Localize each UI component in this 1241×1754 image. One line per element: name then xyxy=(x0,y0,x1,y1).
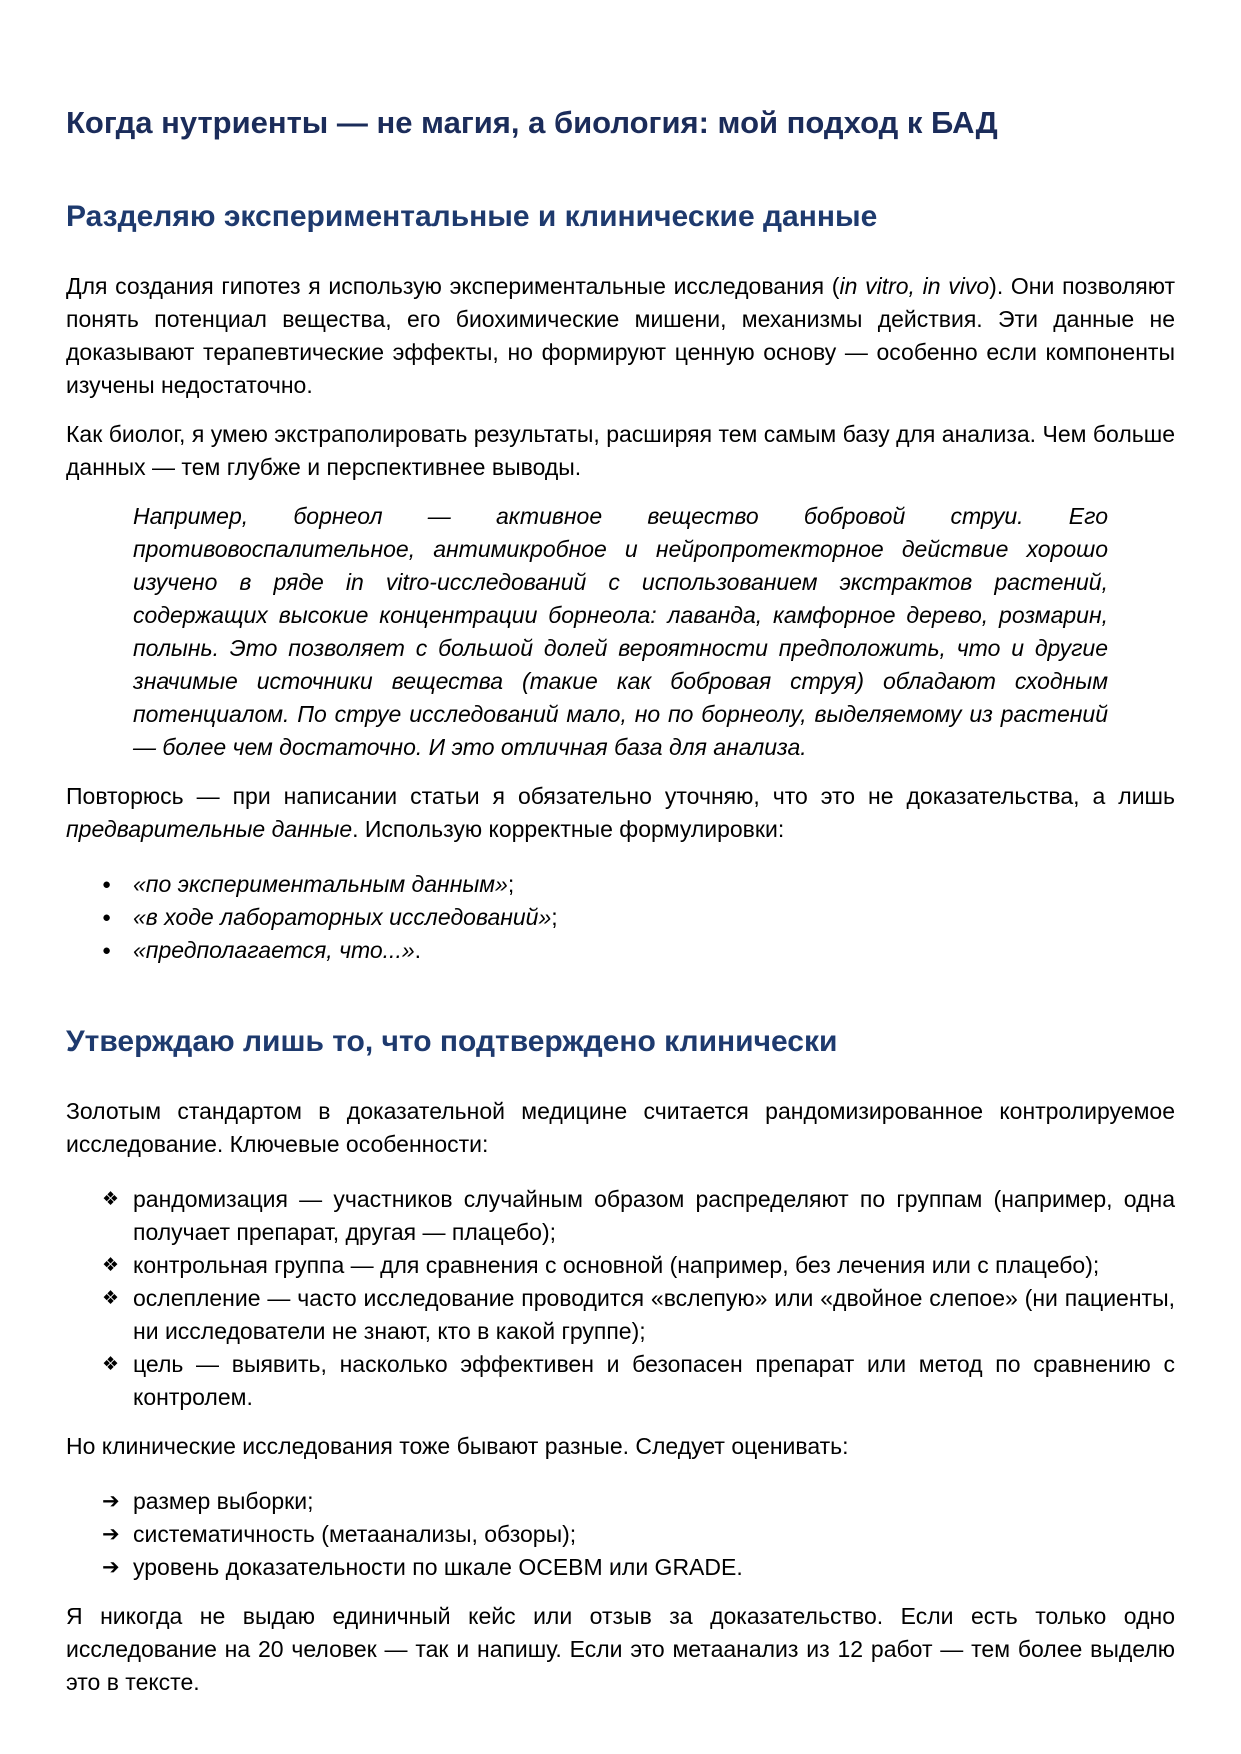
diamond-bullet-icon: ❖ xyxy=(102,1288,120,1309)
list-item-text: «предполагается, что...» xyxy=(133,937,415,963)
list-item xyxy=(66,868,1175,901)
list-item-text: рандомизация — участников случайным образом распределяют по группам (например, одна получает препарат, другая — плацебо); xyxy=(133,1186,1175,1245)
quote-block-borneol-example: Например, борнеол — активное вещество бобровой струи. Его противовоспалительное, антимикробное и нейропротекторное действие хорошо изучено в ряде in vitro-исследований с использованием экстрактов растений, содержащих высокие концентрации борнеола: лаванда, камфорное дерево, розмарин, полынь. Это позволяет с большой долей вероятности предположить, что и другие значимые источники вещества (такие как бобровая струя) обладают сходным потенциалом. По струе исследований мало, но по борнеолу, выделяемому из растений — более чем достаточно. И это отличная база для анализа. xyxy=(133,503,1108,760)
list-item-punctuation: ; xyxy=(507,871,515,897)
list-item-punctuation: ; xyxy=(551,904,558,930)
list-item xyxy=(66,1249,1175,1282)
list-item xyxy=(66,1282,1175,1348)
dot-bullet-icon: ● xyxy=(102,942,112,959)
latin-term-italic: in vitro, in vivo xyxy=(839,273,990,299)
list-item-text: цель — выявить, насколько эффективен и безопасен препарат или метод по сравнению с контролем. xyxy=(133,1351,1175,1410)
paragraph-text: Для создания гипотез я использую экспериментальные исследования ( xyxy=(66,273,840,299)
paragraph-gold-standard: Золотым стандартом в доказательной медицине считается рандомизированное контролируемое исследование. Ключевые особенности: xyxy=(66,1098,1175,1157)
paragraph-studies-vary: Но клинические исследования тоже бывают разные. Следует оценивать: xyxy=(66,1433,849,1459)
list-item xyxy=(66,1551,1175,1584)
list-item-text: ослепление — часто исследование проводится «вслепую» или «двойное слепое» (ни пациенты, ни исследователи не знают, кто в какой группе); xyxy=(133,1285,1175,1344)
list-item-punctuation: . xyxy=(414,937,422,963)
arrow-bullet-icon: ➔ xyxy=(102,1490,120,1513)
paragraph-hypotheses xyxy=(66,270,1175,402)
list-item-text: контрольная группа — для сравнения с основной (например, без лечения или с плацебо); xyxy=(133,1252,1100,1278)
emphasis-italic: предварительные данные xyxy=(66,816,353,842)
diamond-bullet-icon: ❖ xyxy=(102,1189,120,1210)
paragraph-text: Повторюсь — при написании статьи я обязательно уточняю, что это не доказательства, а лишь xyxy=(66,783,1175,809)
paragraph-text: ). Они позволяют понять потенциал вещества, его биохимические мишени, механизмы действия. Эти данные не доказывают терапевтические эффекты, но формируют ценную основу — особенно если компоненты изучены недостаточно. xyxy=(66,273,1175,398)
diamond-bullet-icon: ❖ xyxy=(102,1255,120,1276)
list-item xyxy=(66,934,1175,967)
dot-bullet-icon: ● xyxy=(102,876,112,893)
list-item-text: «по экспериментальным данным» xyxy=(133,871,508,897)
list-item xyxy=(66,1518,1175,1551)
paragraph-text: . Использую корректные формулировки: xyxy=(352,816,785,842)
list-item xyxy=(66,1348,1175,1414)
paragraph-disclaimer xyxy=(66,780,1175,846)
document-title: Когда нутриенты — не магия, а биология: мой подход к БАД xyxy=(66,105,998,140)
dot-bullet-icon: ● xyxy=(102,909,112,926)
bullet-list-rct-features xyxy=(66,1183,1175,1414)
section-heading-experimental-vs-clinical: Разделяю экспериментальные и клинические данные xyxy=(66,200,878,233)
list-item-text: систематичность (метаанализы, обзоры); xyxy=(133,1521,577,1547)
list-item-text: уровень доказательности по шкале OCEBM или GRADE. xyxy=(133,1554,743,1580)
paragraph-no-single-case: Я никогда не выдаю единичный кейс или отзыв за доказательство. Если есть только одно исследование на 20 человек — так и напишу. Если это метаанализ из 12 работ — тем более выделю это в тексте. xyxy=(66,1603,1175,1695)
paragraph-extrapolation: Как биолог, я умею экстраполировать результаты, расширяя тем самым базу для анализа. Чем больше данных — тем глубже и перспективнее выводы. xyxy=(66,421,1175,480)
list-item xyxy=(66,1485,1175,1518)
list-item xyxy=(66,1183,1175,1249)
list-item-text: «в ходе лабораторных исследований» xyxy=(133,904,552,930)
diamond-bullet-icon: ❖ xyxy=(102,1354,120,1375)
section-heading-clinically-confirmed: Утверждаю лишь то, что подтверждено клинически xyxy=(66,1025,838,1058)
list-item-text: размер выборки; xyxy=(133,1488,314,1514)
arrow-bullet-icon: ➔ xyxy=(102,1556,120,1579)
bullet-list-evaluation-criteria xyxy=(66,1485,1175,1584)
list-item xyxy=(66,901,1175,934)
arrow-bullet-icon: ➔ xyxy=(102,1523,120,1546)
bullet-list-correct-wordings xyxy=(66,868,1175,967)
